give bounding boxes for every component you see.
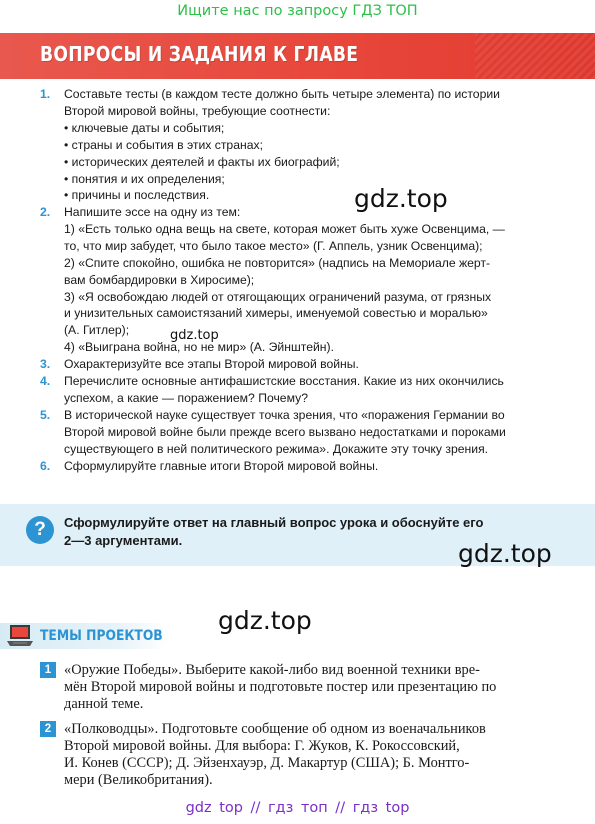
essay-topic-line: то, что мир забудет, что было такое место» (Г. Аппель, узник Освенцима); bbox=[64, 238, 483, 253]
question-line: Сформулируйте главные итоги Второй мировой войны. bbox=[64, 459, 379, 473]
bullet-line: • исторических деятелей и факты их биографий; bbox=[64, 154, 340, 169]
question-text bbox=[64, 86, 564, 204]
watermark: gdz.top bbox=[170, 328, 219, 343]
question-number: 2. bbox=[40, 205, 51, 219]
essay-topic-line: 2) «Спите спокойно, ошибка не повторится» (надпись на Мемориале жерт- bbox=[64, 255, 491, 270]
bullet-line: • ключевые даты и события; bbox=[64, 120, 225, 135]
question-line: успехом, а какие — поражением? Почему? bbox=[64, 390, 308, 405]
project-number-badge: 1 bbox=[40, 662, 56, 678]
question-number: 4. bbox=[40, 374, 51, 388]
project-line: данной теме. bbox=[64, 696, 144, 712]
question-text bbox=[64, 458, 564, 475]
question-number: 6. bbox=[40, 459, 51, 473]
question-number: 3. bbox=[40, 357, 51, 371]
bottom-site-links: gdz top // гдз топ // гдз top bbox=[185, 800, 410, 816]
question-text bbox=[64, 204, 564, 356]
watermark: gdz.top bbox=[458, 539, 552, 568]
bullet-line: • страны и события в этих странах; bbox=[64, 137, 263, 152]
question-line: Второй мировой войны, требующие соотнести: bbox=[64, 103, 331, 118]
projects-title: ТЕМЫ ПРОЕКТОВ bbox=[40, 628, 163, 644]
project-text bbox=[64, 721, 560, 789]
top-search-hint: Ищите нас по запросу ГДЗ ТОП bbox=[177, 3, 418, 19]
project-line: «Полководцы». Подготовьте сообщение об одном из военачальников bbox=[64, 721, 486, 737]
question-line: Напишите эссе на одну из тем: bbox=[64, 205, 241, 219]
key-question-line: Сформулируйте ответ на главный вопрос урока и обоснуйте его bbox=[64, 515, 484, 530]
question-text bbox=[64, 407, 564, 458]
question-line: Составьте тесты (в каждом тесте должно быть четыре элемента) по истории bbox=[64, 87, 500, 101]
project-text bbox=[64, 662, 560, 713]
bullet-line: • понятия и их определения; bbox=[64, 171, 225, 186]
question-line: В исторической науке существует точка зрения, что «поражения Германии во bbox=[64, 408, 505, 422]
essay-topic-line: 3) «Я освобождаю людей от отягощающих ограничений разума, от грязных bbox=[64, 289, 492, 304]
projects-header bbox=[0, 619, 595, 653]
question-line: Перечислите основные антифашистские восстания. Какие из них окончились bbox=[64, 374, 504, 388]
question-text bbox=[64, 373, 564, 407]
watermark: gdz.top bbox=[218, 606, 312, 635]
question-mark-icon: ? bbox=[26, 516, 54, 544]
bullet-line: • причины и последствия. bbox=[64, 188, 210, 203]
project-line: Второй мировой войны. Для выбора: Г. Жуков, К. Рокоссовский, bbox=[64, 738, 460, 754]
question-text bbox=[64, 356, 564, 373]
project-line: мери (Великобритания). bbox=[64, 772, 213, 788]
essay-topic-line: и унизительных самоистязаний химеры, именуемой совестью и моралью» bbox=[64, 306, 488, 321]
essay-topic-line: вам бомбардировки в Хиросиме); bbox=[64, 272, 255, 287]
essay-topic-line: (А. Гитлер); bbox=[64, 323, 130, 338]
question-line: Второй мировой войне были прежде всего вызвано недостатками и пороками bbox=[64, 424, 506, 439]
essay-topic-line: 4) «Выиграна война, но не мир» (А. Эйнштейн). bbox=[64, 340, 334, 355]
project-line: И. Конев (СССР); Д. Эйзенхауэр, Д. Макартур (США); Б. Монтго- bbox=[64, 755, 470, 771]
chapter-questions-banner bbox=[0, 33, 595, 79]
laptop-icon bbox=[6, 621, 34, 649]
question-number: 1. bbox=[40, 87, 51, 101]
watermark: gdz.top bbox=[354, 184, 448, 213]
question-line: Охарактеризуйте все этапы Второй мировой войны. bbox=[64, 357, 359, 371]
chapter-title: ВОПРОСЫ И ЗАДАНИЯ К ГЛАВЕ bbox=[40, 42, 359, 66]
project-line: мён Второй мировой войны и подготовьте постер или презентацию по bbox=[64, 679, 497, 695]
project-number-badge: 2 bbox=[40, 721, 56, 737]
essay-topic-line: 1) «Есть только одна вещь на свете, которая может быть хуже Освенцима, — bbox=[64, 221, 505, 236]
key-question-line: 2—3 аргументами. bbox=[64, 533, 183, 548]
question-line: существующего в ней политического режима». Докажите эту точку зрения. bbox=[64, 441, 489, 456]
project-line: «Оружие Победы». Выберите какой-либо вид военной техники вре- bbox=[64, 662, 480, 678]
question-number: 5. bbox=[40, 408, 51, 422]
